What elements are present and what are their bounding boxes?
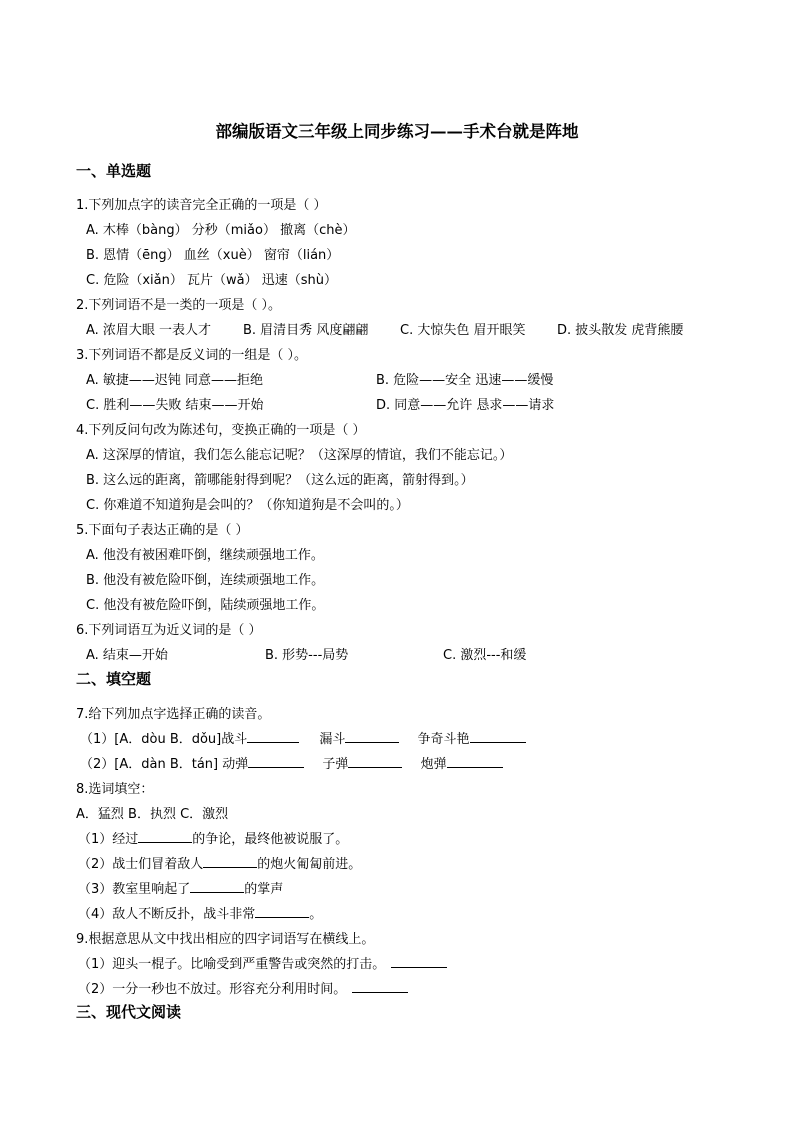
question-2-option-a: A. 浓眉大眼 一表人才 — [86, 323, 212, 338]
question-8-line-4-prompt: （4）敌人不断反扑，战斗非常 — [78, 907, 256, 922]
question-8-line-4-rest: 。 — [309, 907, 323, 922]
answer-blank[interactable] — [348, 754, 402, 768]
question-2-stem: 2.下列词语不是一类的一项是（ ）。 — [76, 298, 282, 313]
question-3-option-b: B. 危险——安全 迅速——缓慢 — [376, 373, 554, 388]
question-8-choices: A．猛烈 B．执烈 C．激烈 — [76, 807, 229, 822]
question-8-stem: 8.选词填空： — [76, 782, 154, 797]
question-5-stem: 5.下面句子表达正确的是（ ） — [76, 523, 249, 538]
question-8-line-3-rest: 的掌声 — [244, 882, 284, 897]
question-7-line-2 — [80, 753, 503, 772]
question-3-stem: 3.下列词语不都是反义词的一组是（ ）。 — [76, 348, 308, 363]
question-9-line-2-prompt: （2）一分一秒也不放过。形容充分利用时间。 — [78, 982, 347, 997]
question-2-option-d: D. 披头散发 虎背熊腰 — [557, 323, 684, 338]
question-4-option-c: C. 你难道不知道狗是会叫的？（你知道狗是不会叫的。） — [86, 498, 409, 513]
answer-blank[interactable] — [255, 904, 309, 918]
question-9-line-1-prompt: （1）迎头一棍子。比喻受到严重警告或突然的打击。 — [78, 957, 386, 972]
question-3-option-c: C. 胜利——失败 结束——开始 — [86, 398, 264, 413]
question-1-option-a: A. 木棒（bàng） 分秒（miǎo） 撤离（chè） — [86, 223, 356, 238]
question-4-option-b: B. 这么远的距离，箭哪能射得到呢？（这么远的距离，箭射得到。） — [86, 473, 474, 488]
answer-blank[interactable] — [391, 954, 447, 968]
question-7-line-2-prompt: （2）[A．dàn B．tán] 动弹 — [80, 757, 249, 772]
question-8-line-2-prompt: （2）战士们冒着敌人 — [78, 857, 204, 872]
section-heading-single-choice: 一、单选题 — [76, 162, 152, 180]
question-8-line-2 — [78, 853, 361, 872]
question-2-option-c: C. 大惊失色 眉开眼笑 — [400, 323, 526, 338]
page-title: 部编版语文三年级上同步练习——手术台就是阵地 — [215, 122, 579, 141]
question-6-option-a: A. 结束—开始 — [86, 648, 168, 663]
question-8-line-1 — [78, 828, 348, 847]
question-8-line-2-rest: 的炮火匍匐前进。 — [257, 857, 362, 872]
question-8-line-3-prompt: （3）教室里响起了 — [78, 882, 191, 897]
question-7-line-2-word-2: 子弹 — [322, 757, 349, 772]
answer-blank[interactable] — [447, 754, 503, 768]
question-7-stem: 7.给下列加点字选择正确的读音。 — [76, 707, 271, 722]
question-7-line-1-word-2: 漏斗 — [319, 732, 346, 747]
question-5-option-c: C. 他没有被危险吓倒，陆续顽强地工作。 — [86, 598, 325, 613]
question-3-option-a: A. 敏捷——迟钝 同意——拒绝 — [86, 373, 264, 388]
question-7-line-1 — [80, 728, 526, 747]
question-9-line-1 — [78, 953, 447, 972]
question-7-line-2-word-3: 炮弹 — [420, 757, 447, 772]
question-4-option-a: A. 这深厚的情谊，我们怎么能忘记呢？（这深厚的情谊，我们不能忘记。） — [86, 448, 513, 463]
question-6-stem: 6.下列词语互为近义词的是（ ） — [76, 623, 262, 638]
question-8-line-1-prompt: （1）经过 — [78, 832, 139, 847]
question-5-option-a: A. 他没有被困难吓倒，继续顽强地工作。 — [86, 548, 324, 563]
answer-blank[interactable] — [190, 879, 244, 893]
question-9-stem: 9.根据意思从文中找出相应的四字词语写在横线上。 — [76, 932, 375, 947]
question-7-line-1-prompt: （1）[A．dòu B．dǒu]战斗 — [80, 732, 248, 747]
answer-blank[interactable] — [247, 729, 299, 743]
question-9-line-2 — [78, 978, 408, 997]
question-8-line-3 — [78, 878, 283, 897]
section-heading-fill-in: 二、填空题 — [76, 670, 152, 688]
answer-blank[interactable] — [345, 729, 399, 743]
question-2-option-b: B. 眉清目秀 风度翩翩 — [243, 323, 369, 338]
answer-blank[interactable] — [203, 854, 257, 868]
question-6-option-c: C. 激烈---和缓 — [443, 648, 527, 663]
question-5-option-b: B. 他没有被危险吓倒，连续顽强地工作。 — [86, 573, 325, 588]
question-8-line-1-rest: 的争论，最终他被说服了。 — [192, 832, 349, 847]
answer-blank[interactable] — [138, 829, 192, 843]
answer-blank[interactable] — [352, 979, 408, 993]
question-4-stem: 4.下列反问句改为陈述句，变换正确的一项是（ ） — [76, 423, 366, 438]
question-6-option-b: B. 形势---局势 — [265, 648, 349, 663]
question-8-line-4 — [78, 903, 322, 922]
section-heading-reading: 三、现代文阅读 — [76, 1003, 182, 1021]
question-7-line-1-word-3: 争奇斗艳 — [417, 732, 470, 747]
answer-blank[interactable] — [470, 729, 526, 743]
question-1-option-b: B. 恩情（ēng） 血丝（xuè） 窗帘（lián） — [86, 248, 340, 263]
answer-blank[interactable] — [248, 754, 304, 768]
question-1-stem: 1.下列加点字的读音完全正确的一项是（ ） — [76, 198, 327, 213]
question-3-option-d: D. 同意——允许 恳求——请求 — [376, 398, 555, 413]
question-1-option-c: C. 危险（xiǎn） 瓦片（wǎ） 迅速（shù） — [86, 273, 337, 288]
